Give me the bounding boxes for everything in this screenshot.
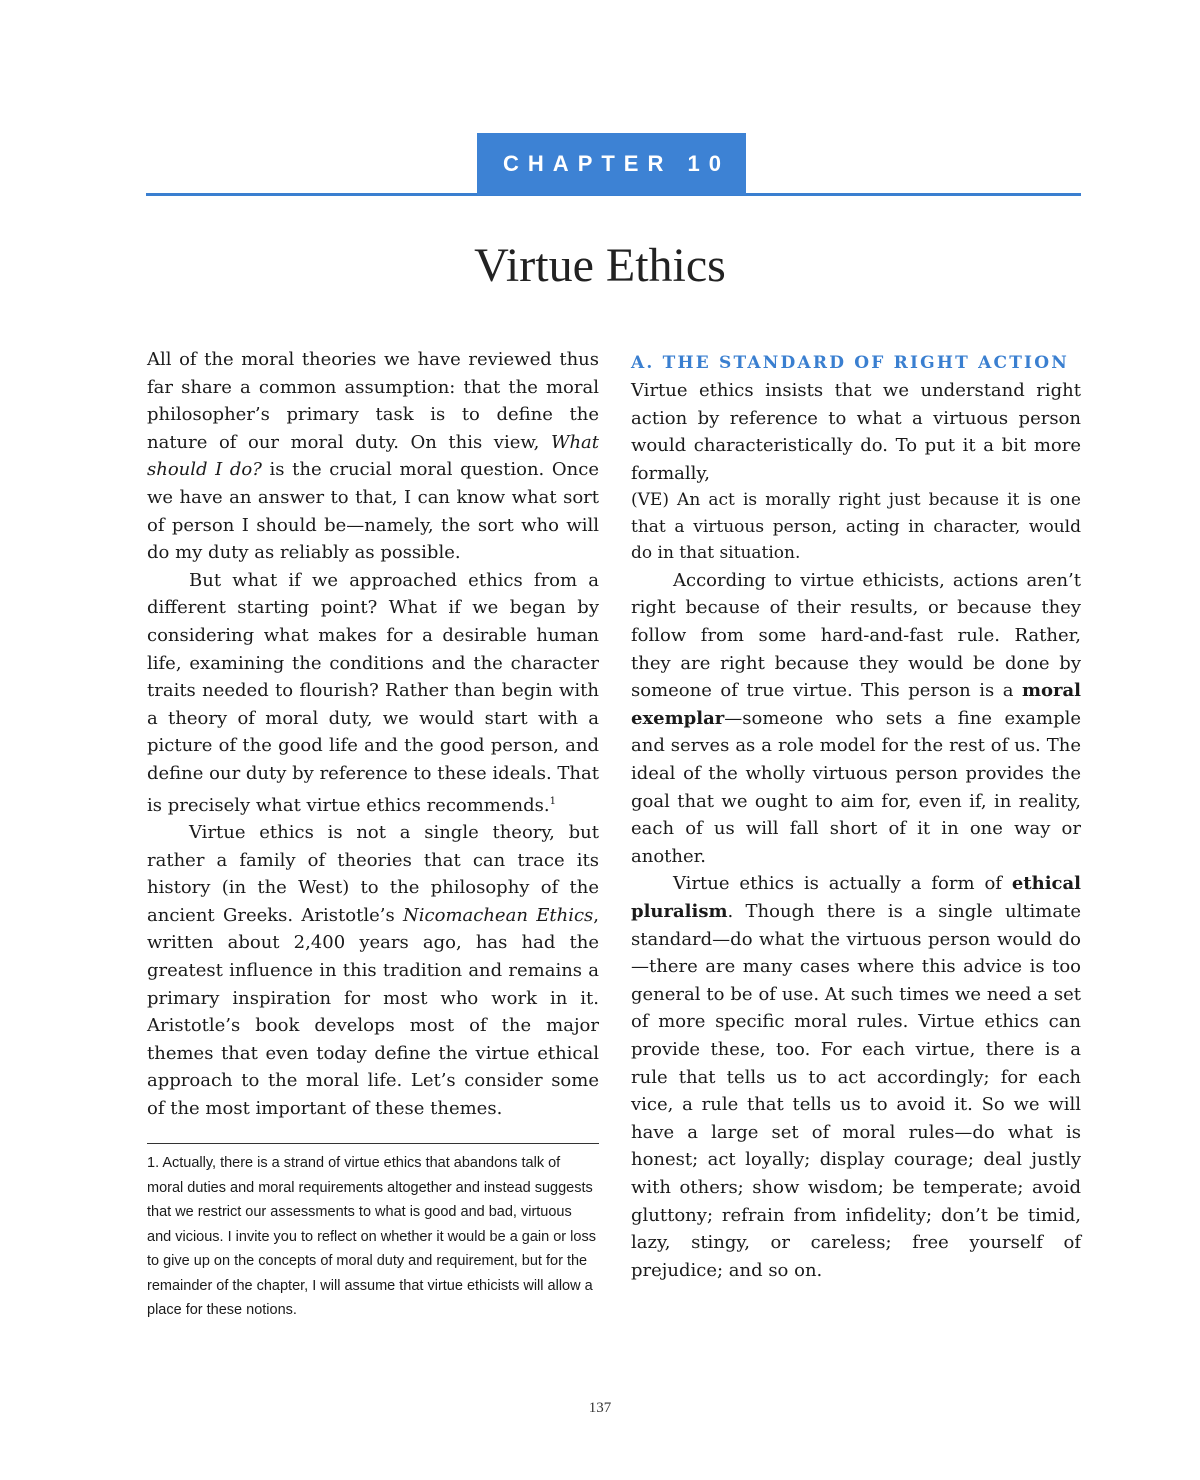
section-heading: A. THE STANDARD OF RIGHT ACTION (631, 353, 1069, 373)
left-column (147, 346, 599, 1123)
right-column (631, 346, 1081, 1284)
body-paragraph: Virtue ethics insists that we understand right action by reference to what a virtuous person would characteristically do. To put it a bit more formally, (631, 380, 1081, 484)
body-paragraph: But what if we approached ethics from a different starting point? What if we began by considering what makes for a desirable human life, examining the conditions and the character traits needed to flourish? Rather than begin with a theory of moral duty, we would start with a picture of the good life and the good person, and define our duty by reference to these ideals. That is precisely what virtue ethics recommends.$^1$ (147, 569, 599, 816)
footnote-divider (147, 1143, 599, 1144)
footnote-ref: 1 (549, 795, 556, 807)
chapter-label: CHAPTER 10 (477, 133, 746, 195)
ve-principle: (VE) An act is morally right just because it is one that a virtuous person, acting in character, would do in that situation. (631, 490, 1081, 564)
page-title: Virtue Ethics (474, 239, 726, 292)
page-number: 137 (588, 1400, 612, 1416)
body-paragraph: Virtue ethics is not a single theory, but rather a family of theories that can trace its history (in the West) to the philosophy of the ancient Greeks. Aristotle’s Nicomachean Ethics, written about 2,400 years ago, has had the greatest influence in this tradition and remains a primary inspiration for most who work in it. Aristotle’s book develops most of the major themes that even today define the virtue ethical approach to the moral life. Let’s consider some of the most important of these themes. (147, 822, 600, 1120)
body-paragraph: Virtue ethics is actually a form of ethical pluralism. Though there is a single ultimate standard—do what the virtuous person would do—there are many cases where this advice is too general to be of use. At such times we need a set of more specific moral rules. Virtue ethics can provide these, too. For each virtue, there is a rule that tells us to act accordingly; for each vice, a rule that tells us to avoid it. So we will have a large set of moral rules—do what is honest; act loyally; display courage; deal justly with others; show wisdom; be temperate; avoid gluttony; refrain from infidelity; don’t be timid, lazy, stingy, or careless; free yourself of prejudice; and so on. (631, 873, 1081, 1281)
intro-paragraph: All of the moral theories we have reviewed thus far share a common assumption: that the moral philosopher’s primary task is to define the nature of our moral duty. On this view, What should I do? is the crucial moral question. Once we have an answer to that, I can know what sort of person I should be—namely, the sort who will do my duty as reliably as possible. (147, 349, 599, 564)
body-paragraph: According to virtue ethicists, actions aren’t right because of their results, or because they follow from some hard-and-fast rule. Rather, they are right because they would be done by someone of true virtue. This person is a moral exemplar—someone who sets a fine example and serves as a role model for the rest of us. The ideal of the wholly virtuous person provides the goal that we ought to aim for, even if, in reality, each of us will fall short of it in one way or another. (631, 569, 1081, 867)
footnote: 1. Actually, there is a strand of virtue ethics that abandons talk of moral duties and moral requirements altogether and instead suggests that we restrict our assessments to what is good and bad, virtuous and vicious. I invite you to reflect on whether it would be a gain or loss to give up on the concepts of moral duty and requirement, but for the remainder of the chapter, I will assume that virtue ethicists will allow a place for these notions. (147, 1155, 596, 1318)
